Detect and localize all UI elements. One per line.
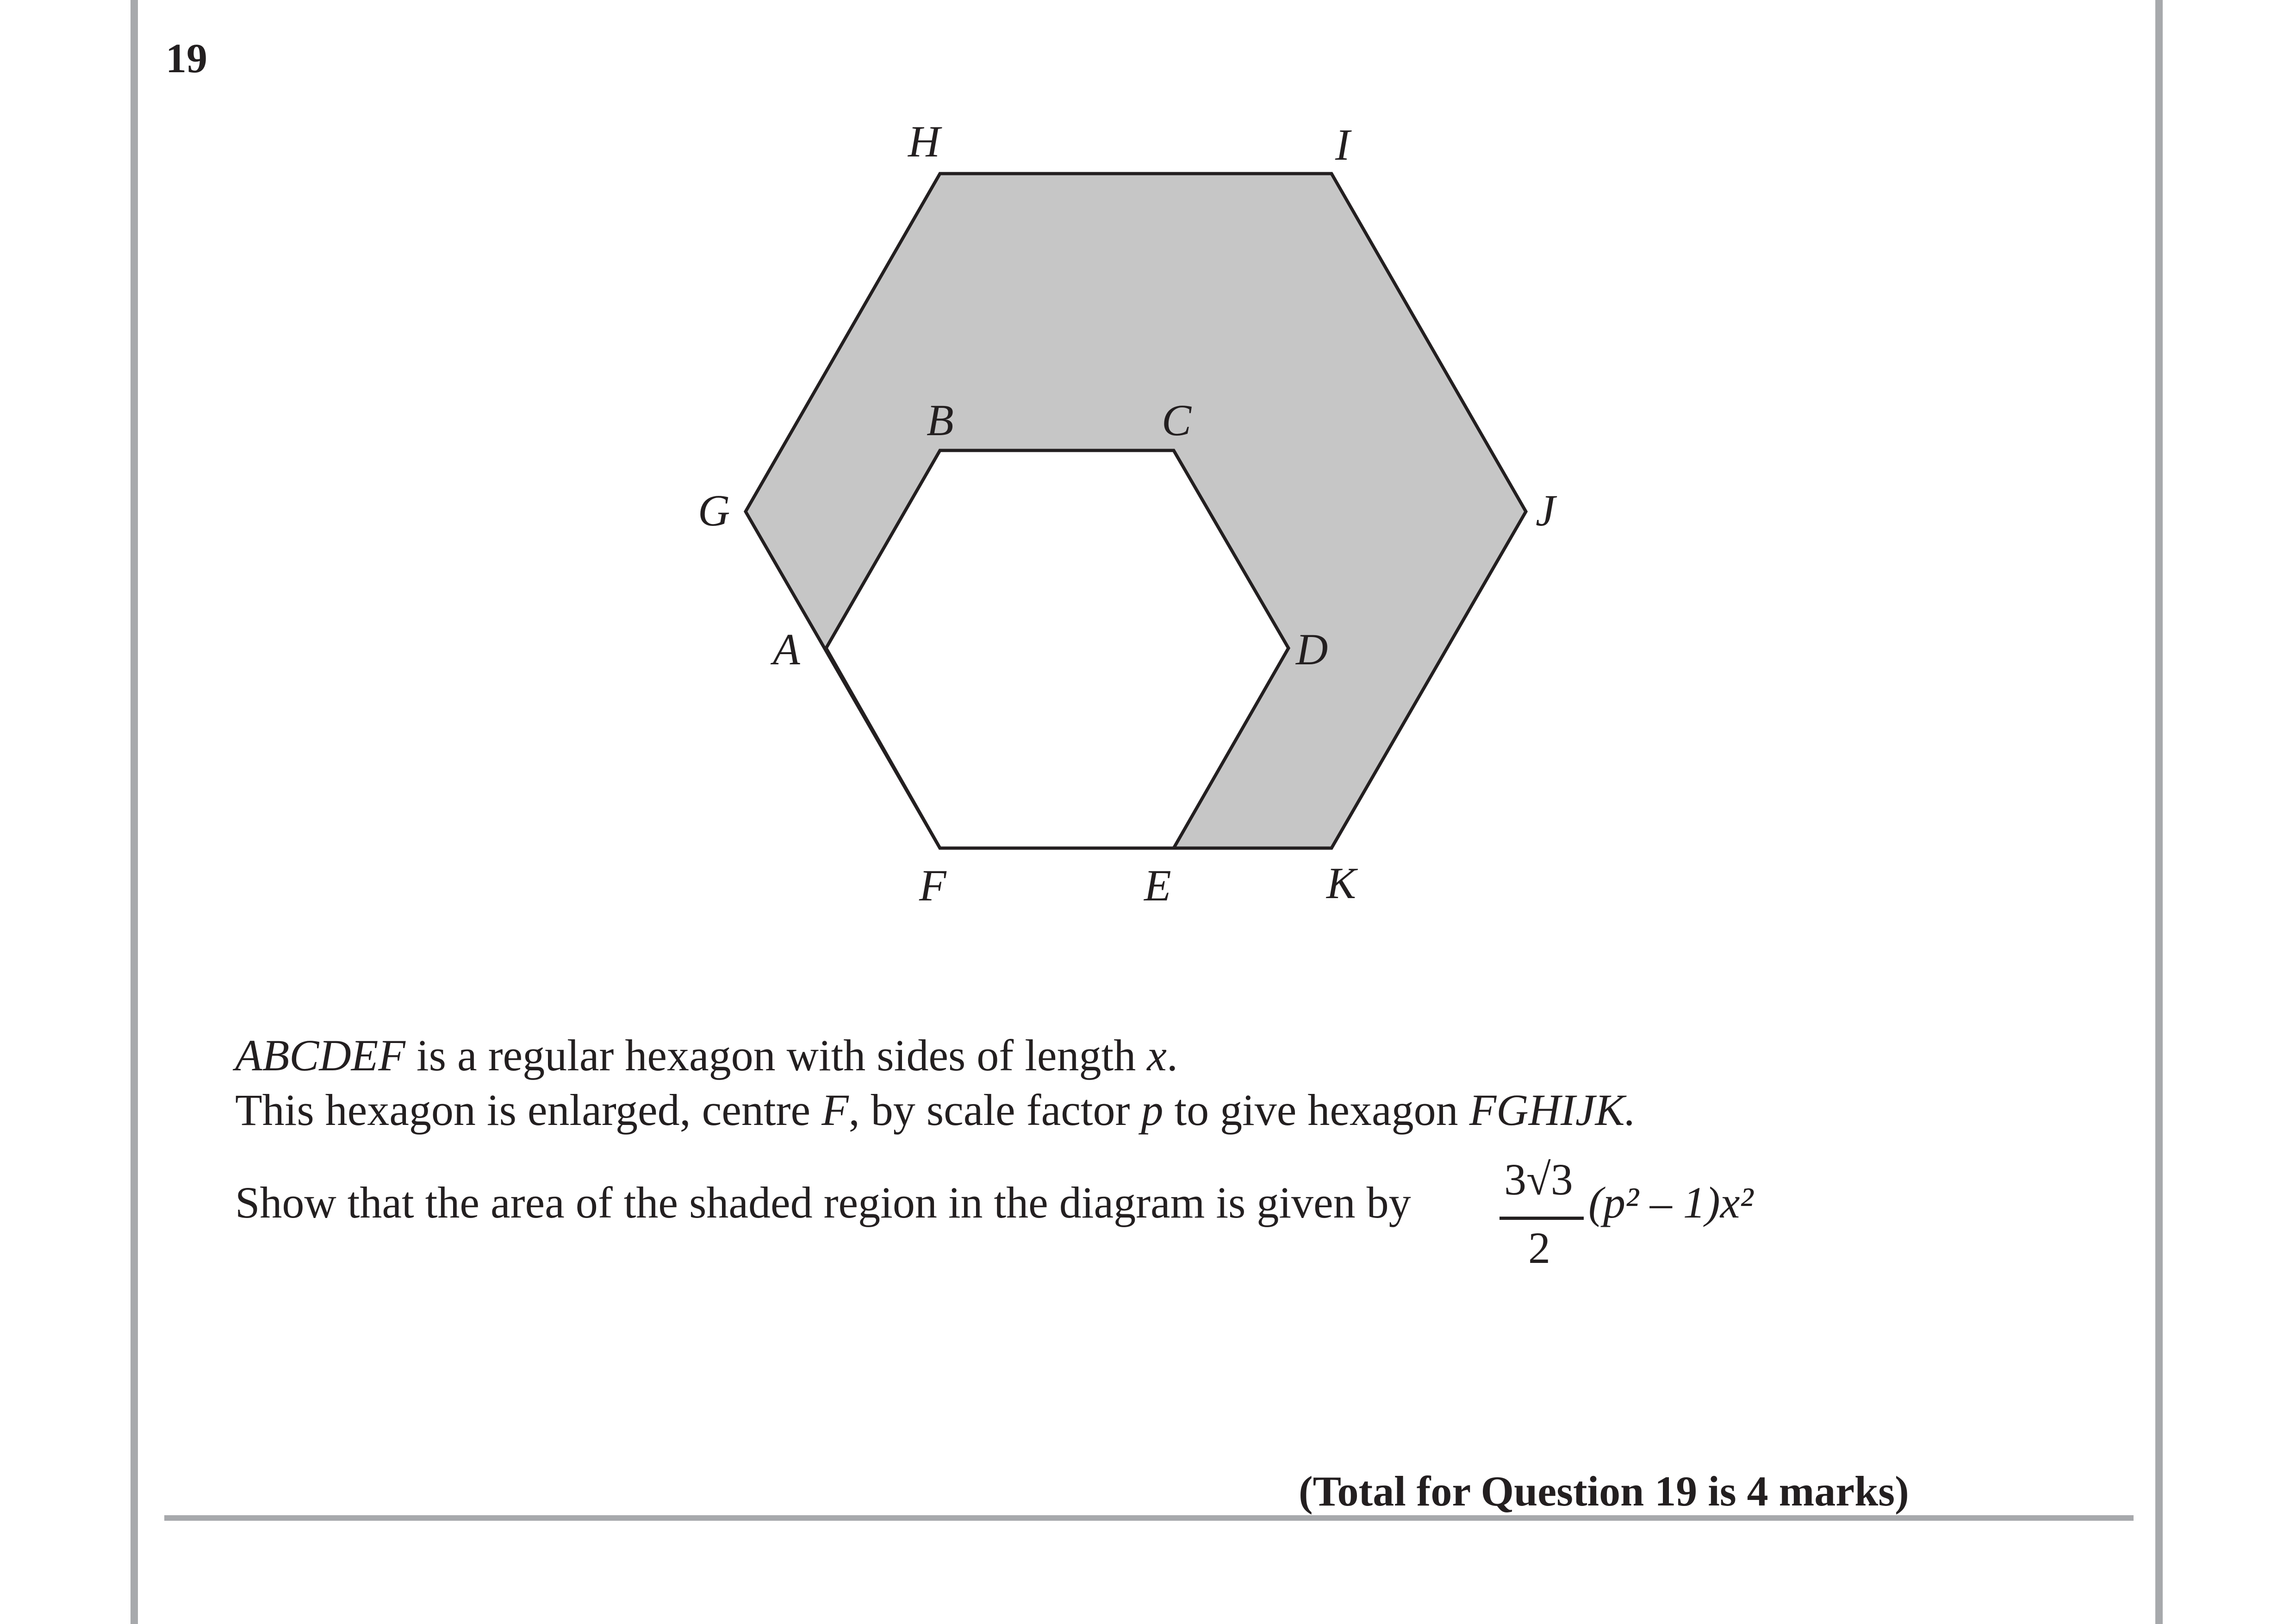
- label-j: J: [1536, 486, 1556, 535]
- line-2-start: This hexagon is enlarged, centre: [235, 1085, 822, 1135]
- hexagon-name-fghijk: FGHIJK.: [1469, 1085, 1636, 1135]
- line-2-mid: , by scale factor: [848, 1085, 1141, 1135]
- bottom-rule: [164, 1515, 2134, 1521]
- label-d: D: [1296, 625, 1328, 674]
- question-number: 19: [166, 36, 207, 81]
- scale-factor-variable: p: [1141, 1085, 1164, 1135]
- label-k: K: [1326, 858, 1356, 908]
- fraction-bar: [1500, 1217, 1584, 1220]
- label-a: A: [773, 625, 800, 674]
- hexagon-name-abcdef: ABCDEF: [235, 1031, 405, 1080]
- line-1-text: is a regular hexagon with sides of length: [405, 1031, 1147, 1080]
- label-i: I: [1335, 120, 1350, 169]
- label-e: E: [1144, 861, 1171, 910]
- formula-fraction: [1500, 1157, 1584, 1278]
- centre-label: F: [821, 1085, 849, 1135]
- label-h: H: [908, 117, 940, 166]
- statement-line-2: [235, 1085, 1636, 1135]
- formula-expression: (p² – 1)x²: [1588, 1178, 1754, 1227]
- label-f: F: [919, 861, 946, 910]
- side-length-variable: x: [1147, 1031, 1167, 1080]
- statement-line-3: Show that the area of the shaded region in the diagram is given by: [235, 1178, 1411, 1227]
- line-1-end: .: [1166, 1031, 1178, 1080]
- line-2-mid2: to give hexagon: [1163, 1085, 1469, 1135]
- label-g: G: [698, 486, 730, 535]
- label-c: C: [1162, 395, 1192, 445]
- total-marks: (Total for Question 19 is 4 marks): [1299, 1468, 1909, 1515]
- fraction-numerator: 3√3: [1504, 1155, 1573, 1204]
- fraction-denominator: 2: [1528, 1223, 1550, 1273]
- statement-line-1: [235, 1033, 1178, 1078]
- label-b: B: [927, 395, 954, 445]
